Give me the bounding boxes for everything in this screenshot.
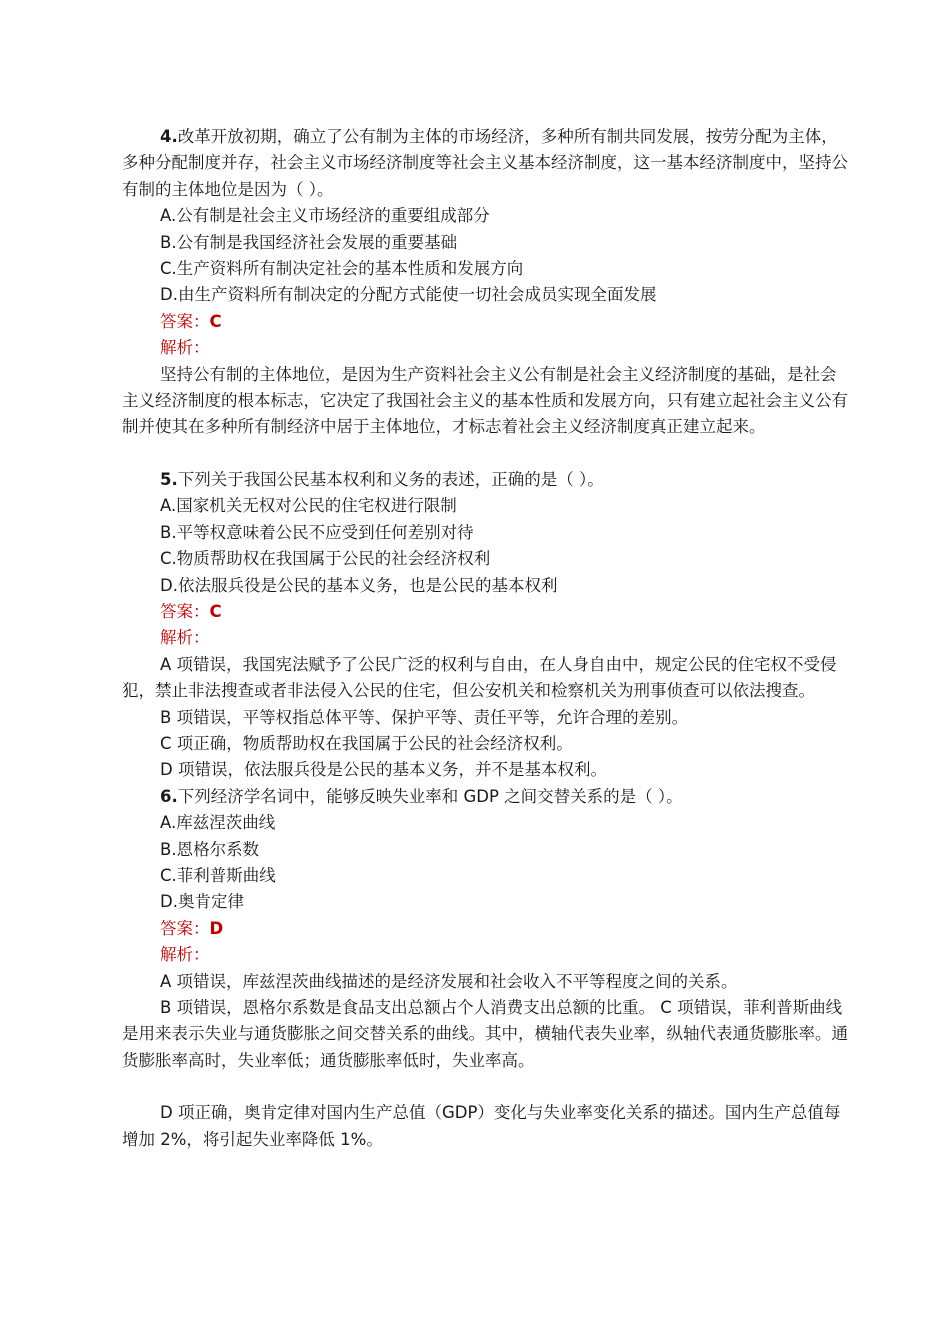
- analysis-label: 解析：: [160, 338, 210, 358]
- option-a: A.公有制是社会主义市场经济的重要组成部分: [160, 206, 490, 226]
- question-text: 改革开放初期，确立了公有制为主体的市场经济，多种所有制共同发展，按劳分配为主体，多种分配制度并存，社会主义市场经济制度等社会主义基本经济制度，这一基本经济制度中，坚持公有制的主体地位是因为（ ）。: [122, 127, 848, 199]
- document-page: [122, 124, 848, 1153]
- analysis-label: 解析：: [160, 628, 210, 648]
- analysis-paragraph: 坚持公有制的主体地位，是因为生产资料社会主义公有制是社会主义经济制度的基础，是社会主义经济制度的根本标志，它决定了我国社会主义的基本性质和发展方向，只有建立起社会主义公有制并使其在多种所有制经济中居于主体地位，才标志着社会主义经济制度真正建立起来。: [122, 364, 848, 437]
- question-number: 6.: [160, 786, 178, 806]
- answer-label: 答案：: [160, 918, 210, 938]
- analysis-paragraph: B 项错误，平等权指总体平等、保护平等、责任平等，允许合理的差别。: [160, 707, 689, 727]
- question-stem: [122, 784, 848, 810]
- question-number: 5.: [160, 469, 178, 489]
- option-d: D.依法服兵役是公民的基本义务，也是公民的基本权利: [160, 575, 558, 595]
- answer-value: C: [209, 601, 222, 621]
- analysis-paragraph: A 项错误，我国宪法赋予了公民广泛的权利与自由，在人身自由中，规定公民的住宅权不受侵犯，禁止非法搜查或者非法侵入公民的住宅，但公安机关和检察机关为刑事侦查可以依法搜查。: [122, 654, 837, 701]
- answer-value: C: [209, 311, 222, 331]
- analysis-paragraph: C 项正确，物质帮助权在我国属于公民的社会经济权利。: [160, 733, 573, 753]
- answer-value: D: [209, 918, 224, 938]
- question-6: [122, 784, 848, 1153]
- option-a: A.国家机关无权对公民的住宅权进行限制: [160, 496, 457, 516]
- option-a: A.库兹涅茨曲线: [160, 813, 276, 833]
- spacer: [122, 441, 848, 467]
- option-b: B.平等权意味着公民不应受到任何差别对待: [160, 522, 474, 542]
- question-stem: [122, 124, 848, 203]
- answer-line: [122, 309, 848, 335]
- option-b: B.公有制是我国经济社会发展的重要基础: [160, 232, 458, 252]
- spacer: [122, 1074, 848, 1100]
- analysis-paragraph: D 项正确，奥肯定律对国内生产总值（GDP）变化与失业率变化关系的描述。国内生产总值每增加 2%，将引起失业率降低 1%。: [122, 1103, 841, 1149]
- analysis-label: 解析：: [160, 945, 210, 965]
- answer-label: 答案：: [160, 311, 210, 331]
- answer-line: [122, 599, 848, 625]
- option-d: D.奥肯定律: [160, 892, 244, 912]
- question-stem: [122, 467, 848, 493]
- question-number: 4.: [160, 127, 178, 146]
- question-text: 下列关于我国公民基本权利和义务的表述，正确的是（ ）。: [177, 469, 604, 489]
- question-4: [122, 124, 848, 441]
- option-b: B.恩格尔系数: [160, 839, 260, 859]
- question-5: [122, 467, 848, 784]
- analysis-paragraph: A 项错误，库兹涅茨曲线描述的是经济发展和社会收入不平等程度之间的关系。: [160, 971, 738, 991]
- option-d: D.由生产资料所有制决定的分配方式能使一切社会成员实现全面发展: [160, 285, 657, 305]
- analysis-paragraph: D 项错误，依法服兵役是公民的基本义务，并不是基本权利。: [160, 760, 607, 780]
- analysis-paragraph: B 项错误，恩格尔系数是食品支出总额占个人消费支出总额的比重。 C 项错误，菲利普斯曲线是用来表示失业与通货膨胀之间交替关系的曲线。其中，横轴代表失业率，纵轴代表通货膨胀率。通货膨胀率高时，失业率低；通货膨胀率低时，失业率高。: [122, 998, 848, 1070]
- option-c: C.菲利普斯曲线: [160, 865, 276, 885]
- option-c: C.生产资料所有制决定社会的基本性质和发展方向: [160, 259, 524, 279]
- option-c: C.物质帮助权在我国属于公民的社会经济权利: [160, 549, 491, 569]
- question-text: 下列经济学名词中，能够反映失业率和 GDP 之间交替关系的是（ ）。: [177, 786, 683, 806]
- answer-label: 答案：: [160, 601, 210, 621]
- answer-line: [122, 916, 848, 942]
